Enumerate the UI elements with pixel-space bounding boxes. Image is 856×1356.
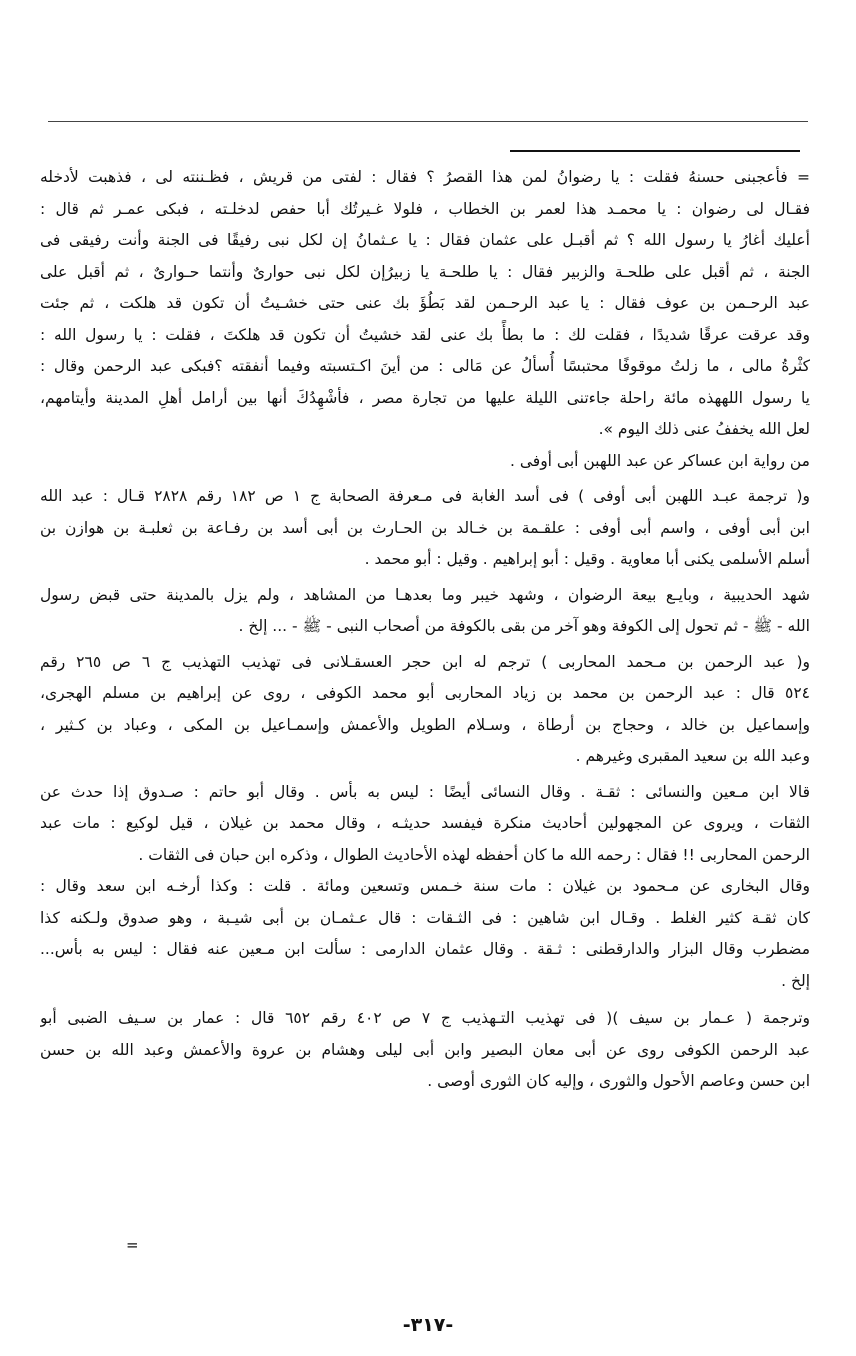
text-line: كثْرةُ مالى ، ما زلتُ موقوفًا محتبسًا أُسألُ عن مَالى : من أينَ اكـتسبته وفيما أنفقته ؟فبكى عبد الرحمن وقال : (40, 357, 810, 375)
header-rule (48, 121, 808, 122)
text-line: الله - ﷺ - ثم تحول إلى الكوفة وهو آخر من بقى بالكوفة من أصحاب النبى - ﷺ - ... إلخ . (238, 617, 810, 635)
text-line: وإسماعيل بن خالد ، وحجاج بن أرطاة ، وسـلام الطويل والأعمش وإسمـاعيل بن المكى ، وعباد بن كـثير ، (40, 715, 810, 734)
text-line: و( ترجمة عبـد اللهبن أبى أوفى ) فى أسد الغابة فى مـعرفة الصحابة ج ١ ص ١٨٢ رقم ٢٨٢٨ قـال : عبد الله (40, 487, 810, 505)
text-line: لعل الله يخففُ عنى ذلك اليوم ». (598, 420, 810, 438)
text-line: مضطرب وقال البزار والدارقطنى : ثـقة . وقال عثمان الدارمى : سألت ابن مـعين عنه فقال : ليس به بأس... (40, 940, 810, 958)
text-line: عبد الرحمن الكوفى روى عن أبى معان البصير وابن أبى ليلى وهشام بن عروة والأعمش وعبد الله بن حسن (40, 1040, 810, 1059)
text-line: أسلم الأسلمى يكنى أبا معاوية . وقيل : أبو إبراهيم . وقيل : أبو محمد . (364, 550, 810, 568)
text-line: من رواية ابن عساكر عن عبد اللهبن أبى أوفى . (510, 451, 810, 470)
text-line: أعليك أغارُ يا رسول الله ؟ ثم أقبـل على عثمان فقال : يا عـثمانُ إن لكل نبى رفيقًا فى الجنة وأنت رفيقى فى (40, 231, 810, 249)
text-line: فقـال لى رضوان : يا محمـد هذا لعمر بن الخطاب ، فلولا غـيرتُك أبا حفص لدخلـته ، فبكى عمـر ثم قال : (40, 199, 810, 218)
text-line: ابن حسن وعاصم الأحول والثورى ، وإليه كان الثورى أوصى . (427, 1072, 810, 1090)
text-line: وقال البخارى عن مـحمود بن غيلان : مات سنة خـمس وتسعين ومائة . قلت : وكذا أرخـه ابن سعد وقال : (40, 877, 810, 895)
text-line: ابن أبى أوفى ، واسم أبى أوفى : علقـمة بن خـالد بن الحـارث بن أبى أسد بن رفـاعة بن ثعلبـة بن هوازن بن (40, 518, 810, 537)
text-line: كان ثقـة كثير الغلط . وقـال ابن شاهين : فى الثـقات : قال عـثمـان بن أبى شيـبة ، وهو صدوق ولـكنه كذا (40, 908, 810, 927)
text-line: وترجمة ( عـمار بن سيف )( فى تهذيب التـهذيب ج ٧ ص ٤٠٢ رقم ٦٥٢ قال : عمار بن سـيف الضبى أبو (40, 1009, 810, 1027)
continuation-mark: = (126, 1236, 139, 1254)
text-line: = فأعجبنى حسنهُ فقلت : يا رضوانُ لمن هذا القصرُ ؟ فقال : لفتى من قريش ، فظـننته لى ، فذهبت لأدخله (40, 168, 810, 186)
text-line: الجنة ، ثم أقبل على طلحـة والزبير فقال : يا طلحـة يا زبيرُإن لكل نبى حوارىٌ وأنتما حـوارىٌ ، ثم أقبل على (40, 262, 810, 281)
text-line: و( عبد الرحمن بن مـحمد المحاربى ) ترجم له ابن حجر العسقـلانى فى تهذيب التهذيب ج ٦ ص ٢٦٥ رقم (40, 652, 810, 671)
text-line: قالا ابن مـعين والنسائى : ثقـة . وقال النسائى أيضًا : ليس به بأس . وقال أبو حاتم : صـدوق إذا حدث عن (40, 782, 810, 801)
text-line: شهد الحديبية ، وبايـع بيعة الرضوان ، وشهد خيبر وما بعدهـا من المشاهد ، ولم يزل بالمدينة حتى قبض رسول (40, 585, 810, 604)
text-line: وعبد الله بن سعيد المقبرى وغيرهم . (575, 747, 810, 765)
text-line: الثقات ، ويروى عن المجهولين أحاديث منكرة فيفسد حديثـه ، وقال محمد بن غيلان ، قيل لوكيع : مات عبد (40, 814, 810, 832)
text-line: يا رسول اللههذه مائة راحلة جاءتنى الليلة عليها من تجارة مصر ، فأشْهِدُكَ أنها بين أرامل أهلِ المدينة وأيتامهم، (40, 388, 810, 407)
text-line: وقد عرقت عرقًا شديدًا ، فقلت لك : ما بطأً بك عنى لقد خشيتُ أن تكون قد هلكتَ ، فقلت : يا رسول الله : (40, 325, 810, 344)
page-number: -٣١٧- (402, 1314, 454, 1336)
footnote-text-block (40, 162, 810, 1098)
text-line: إلخ . (781, 971, 810, 990)
text-line: ٥٢٤ قال : عبد الرحمن بن محمد بن زياد المحاربى أبو محمد الكوفى ، روى عن إبراهيم بن مسلم الهجرى، (40, 684, 810, 702)
footnote-separator (510, 150, 800, 152)
text-line: عبد الرحـمن بن عوف فقال : يا عبد الرحـمن لقد بَطُؤَ بك عنى حتى خشـيتُ أن تكون قد هلكت ، ثم جئت (40, 294, 810, 312)
text-line: الرحمن المحاربى !! فقال : رحمه الله ما كان أحفظه لهذه الأحاديث الطوال ، وذكره ابن حبان فى الثقات . (138, 845, 810, 864)
